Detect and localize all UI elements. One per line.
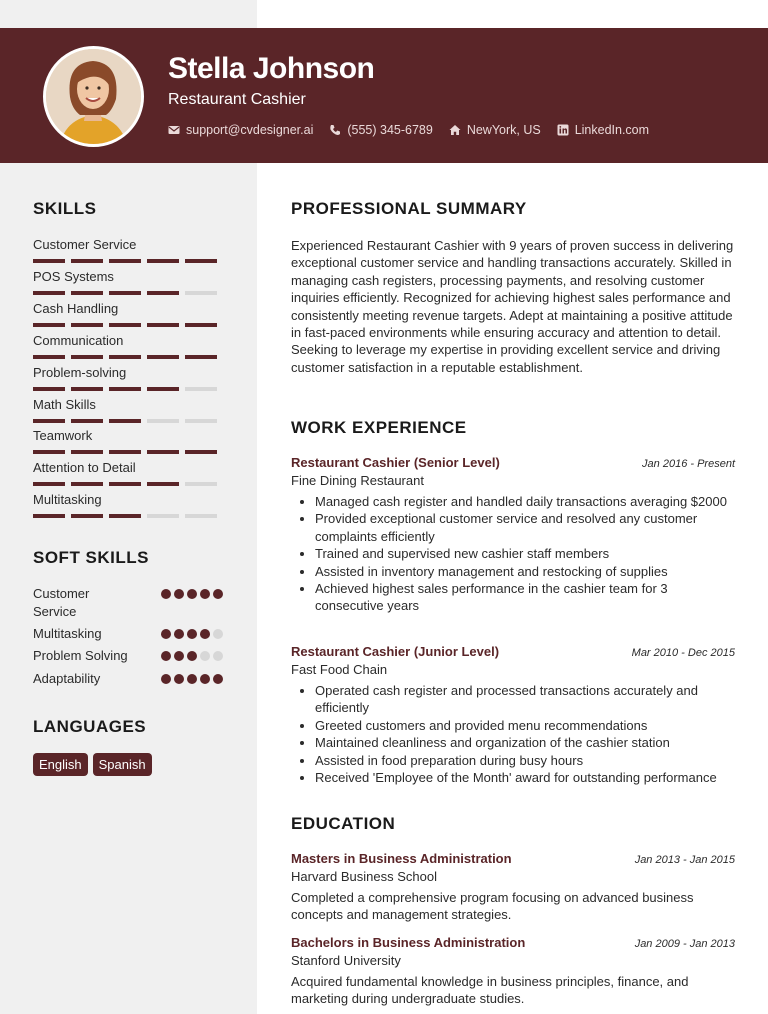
skill-level-segment [33, 419, 65, 423]
soft-skill-label: Problem Solving [33, 648, 128, 663]
school-name: Harvard Business School [291, 869, 437, 884]
skill-level-segment [147, 323, 179, 327]
skill-item [33, 492, 223, 518]
skill-item [33, 237, 223, 263]
skill-level-segment [71, 323, 103, 327]
rating-dot [161, 651, 171, 661]
soft-skill-item [33, 585, 223, 621]
skill-level-segment [147, 291, 179, 295]
job-bullet: • Assisted in inventory management and restocking of supplies [315, 563, 735, 580]
avatar [43, 46, 144, 147]
job-role: Restaurant Cashier (Senior Level) [291, 455, 500, 470]
skills-heading: SKILLS [33, 199, 97, 218]
job-org: Fast Food Chain [291, 662, 388, 677]
skill-level-bar [33, 419, 223, 423]
skill-level-segment [33, 450, 65, 454]
soft-skill-label: Adaptability [33, 671, 101, 686]
skill-label: POS Systems [33, 268, 114, 284]
rating-dot [174, 589, 184, 599]
rating-dot [161, 674, 171, 684]
skill-level-bar [33, 355, 223, 359]
job-org: Fine Dining Restaurant [291, 473, 424, 488]
skill-level-segment [33, 259, 65, 263]
job-bullet: • Trained and supervised new cashier staff members [315, 545, 735, 562]
skill-label: Customer Service [33, 237, 137, 252]
skill-level-segment [147, 355, 179, 359]
soft-skill-rating [158, 651, 223, 665]
languages-list [33, 753, 157, 776]
skill-level-segment [109, 482, 141, 486]
rating-dot [200, 651, 210, 661]
skill-level-segment [147, 450, 179, 454]
skill-level-segment [33, 514, 65, 518]
degree-title: Bachelors in Business Administration [291, 935, 526, 950]
rating-dot [200, 629, 210, 639]
skill-item [33, 365, 223, 391]
skill-level-segment [185, 482, 217, 486]
skill-level-segment [109, 291, 141, 295]
rating-dot [187, 674, 197, 684]
skill-item [33, 397, 223, 423]
skill-item [33, 333, 223, 359]
skill-level-segment [71, 355, 103, 359]
skill-level-segment [33, 291, 65, 295]
job-bullet: • Received 'Employee of the Month' award for outstanding performance [315, 769, 735, 786]
envelope-icon [168, 124, 180, 136]
phone-icon [329, 124, 341, 136]
skill-level-segment [71, 387, 103, 391]
linkedin-icon [557, 124, 569, 136]
rating-dot [187, 589, 197, 599]
skill-label: Communication [33, 332, 124, 348]
rating-dot [174, 629, 184, 639]
contact-phone[interactable] [329, 123, 432, 137]
degree-description: Acquired fundamental knowledge in business principles, finance, and marketing during undergraduate studies. [291, 974, 689, 1007]
skill-level-segment [147, 387, 179, 391]
job-bullet: • Greeted customers and provided menu recommendations [315, 717, 735, 734]
contact-email[interactable] [168, 123, 313, 137]
skill-label: Multitasking [33, 492, 102, 508]
skill-level-segment [185, 355, 217, 359]
skill-level-segment [109, 387, 141, 391]
soft-skill-item [33, 647, 223, 665]
soft-skill-rating [158, 589, 223, 621]
skill-label: Math Skills [33, 396, 96, 412]
home-icon [449, 124, 461, 136]
job-bullet: • Maintained cleanliness and organization of the cashier station [315, 734, 735, 751]
job-bullet: • Operated cash register and processed transactions accurately and efficiently [315, 682, 735, 717]
skill-level-segment [185, 323, 217, 327]
skill-item [33, 460, 223, 486]
job-bullet: • Achieved highest sales performance in the cashier team for 3 consecutive years [315, 580, 735, 615]
job-bullet: • Provided exceptional customer service and resolved any customer complaints efficiently [315, 510, 735, 545]
skill-level-segment [71, 419, 103, 423]
job-dates: Jan 2016 - Present [642, 458, 735, 470]
skill-label: Cash Handling [33, 300, 119, 316]
job-dates: Mar 2010 - Dec 2015 [631, 647, 735, 659]
rating-dot [161, 629, 171, 639]
skill-level-bar [33, 259, 223, 263]
rating-dot [187, 629, 197, 639]
education-heading: EDUCATION [291, 814, 396, 833]
job-role: Restaurant Cashier (Junior Level) [291, 644, 500, 659]
degree-description: Completed a comprehensive program focusing on advanced business concepts and management strategies. [291, 890, 694, 923]
skill-level-segment [109, 355, 141, 359]
skill-item [33, 301, 223, 327]
skill-level-segment [71, 259, 103, 263]
skill-level-segment [71, 291, 103, 295]
languages-heading: LANGUAGES [33, 717, 147, 736]
skill-level-segment [185, 291, 217, 295]
contact-linkedin[interactable] [557, 123, 649, 137]
soft-skill-label: Customer Service [33, 586, 90, 619]
skill-level-segment [109, 323, 141, 327]
rating-dot [174, 651, 184, 661]
skill-level-bar [33, 482, 223, 486]
job-bullets [291, 493, 735, 615]
skill-level-segment [33, 323, 65, 327]
education-entry [291, 935, 735, 1008]
skill-level-segment [185, 259, 217, 263]
contact-location-text: NewYork, US [466, 123, 541, 137]
job-entry [291, 644, 735, 786]
skill-level-segment [147, 482, 179, 486]
skill-level-segment [185, 514, 217, 518]
rating-dot [213, 629, 223, 639]
top-spacer [257, 0, 768, 28]
contact-list [168, 123, 665, 137]
skill-level-segment [147, 419, 179, 423]
skill-level-segment [71, 482, 103, 486]
soft-skill-item [33, 625, 223, 643]
skill-item [33, 269, 223, 295]
skill-label: Problem-solving [33, 364, 127, 380]
soft-skills-heading: SOFT SKILLS [33, 548, 149, 567]
education-entry [291, 851, 735, 924]
language-badge: English [33, 753, 88, 776]
skill-level-segment [33, 387, 65, 391]
rating-dot [213, 674, 223, 684]
contact-email-text: support@cvdesigner.ai [186, 123, 314, 137]
degree-title: Masters in Business Administration [291, 851, 512, 866]
skill-level-segment [109, 450, 141, 454]
skill-level-bar [33, 450, 223, 454]
job-bullet: • Managed cash register and handled daily transactions averaging $2000 [315, 493, 735, 510]
skill-level-segment [185, 450, 217, 454]
rating-dot [187, 651, 197, 661]
soft-skill-item [33, 670, 223, 688]
skill-level-segment [71, 450, 103, 454]
language-badge: Spanish [93, 753, 152, 776]
summary-text: Experienced Restaurant Cashier with 9 years of proven success in delivering exceptional customer service and handling transactions accurately. Skilled in managing cash registers, processing payments, and resolving customer inquiries efficiently. Recognized for achieving highest sales performance and consistently meeting revenue targets. Adept at maintaining a positive attitude in fast-paced environments while ensuring accuracy and attention to detail. Seeking to leverage my expertise in providing excellent service and driving customer satisfaction in a reputable establishment. [291, 238, 734, 375]
job-entry [291, 455, 735, 615]
job-bullets [291, 682, 735, 786]
skill-label: Teamwork [33, 428, 93, 444]
skill-level-segment [185, 419, 217, 423]
soft-skill-rating [158, 674, 223, 688]
rating-dot [200, 589, 210, 599]
contact-location [449, 123, 541, 137]
school-name: Stanford University [291, 953, 401, 968]
skill-level-segment [33, 482, 65, 486]
skill-item [33, 428, 223, 454]
rating-dot [174, 674, 184, 684]
skill-level-segment [109, 259, 141, 263]
skill-level-segment [71, 514, 103, 518]
candidate-title: Restaurant Cashier [168, 91, 306, 108]
skill-level-segment [109, 419, 141, 423]
skill-level-segment [33, 355, 65, 359]
rating-dot [161, 589, 171, 599]
contact-linkedin-text: LinkedIn.com [574, 123, 650, 137]
summary-heading: PROFESSIONAL SUMMARY [291, 199, 527, 218]
skill-level-segment [147, 514, 179, 518]
contact-phone-text: (555) 345-6789 [347, 123, 433, 137]
skill-level-segment [147, 259, 179, 263]
soft-skill-rating [158, 629, 223, 643]
experience-heading: WORK EXPERIENCE [291, 418, 467, 437]
skill-level-bar [33, 291, 223, 295]
job-bullet: • Assisted in food preparation during busy hours [315, 752, 735, 769]
soft-skill-label: Multitasking [33, 626, 102, 641]
candidate-name: Stella Johnson [168, 52, 375, 85]
skill-level-bar [33, 323, 223, 327]
rating-dot [200, 674, 210, 684]
skill-level-segment [185, 387, 217, 391]
degree-dates: Jan 2013 - Jan 2015 [634, 854, 735, 866]
skill-level-segment [109, 514, 141, 518]
skill-level-bar [33, 514, 223, 518]
rating-dot [213, 589, 223, 599]
skill-label: Attention to Detail [33, 460, 136, 476]
rating-dot [213, 651, 223, 661]
skill-level-bar [33, 387, 223, 391]
degree-dates: Jan 2009 - Jan 2013 [634, 938, 735, 950]
